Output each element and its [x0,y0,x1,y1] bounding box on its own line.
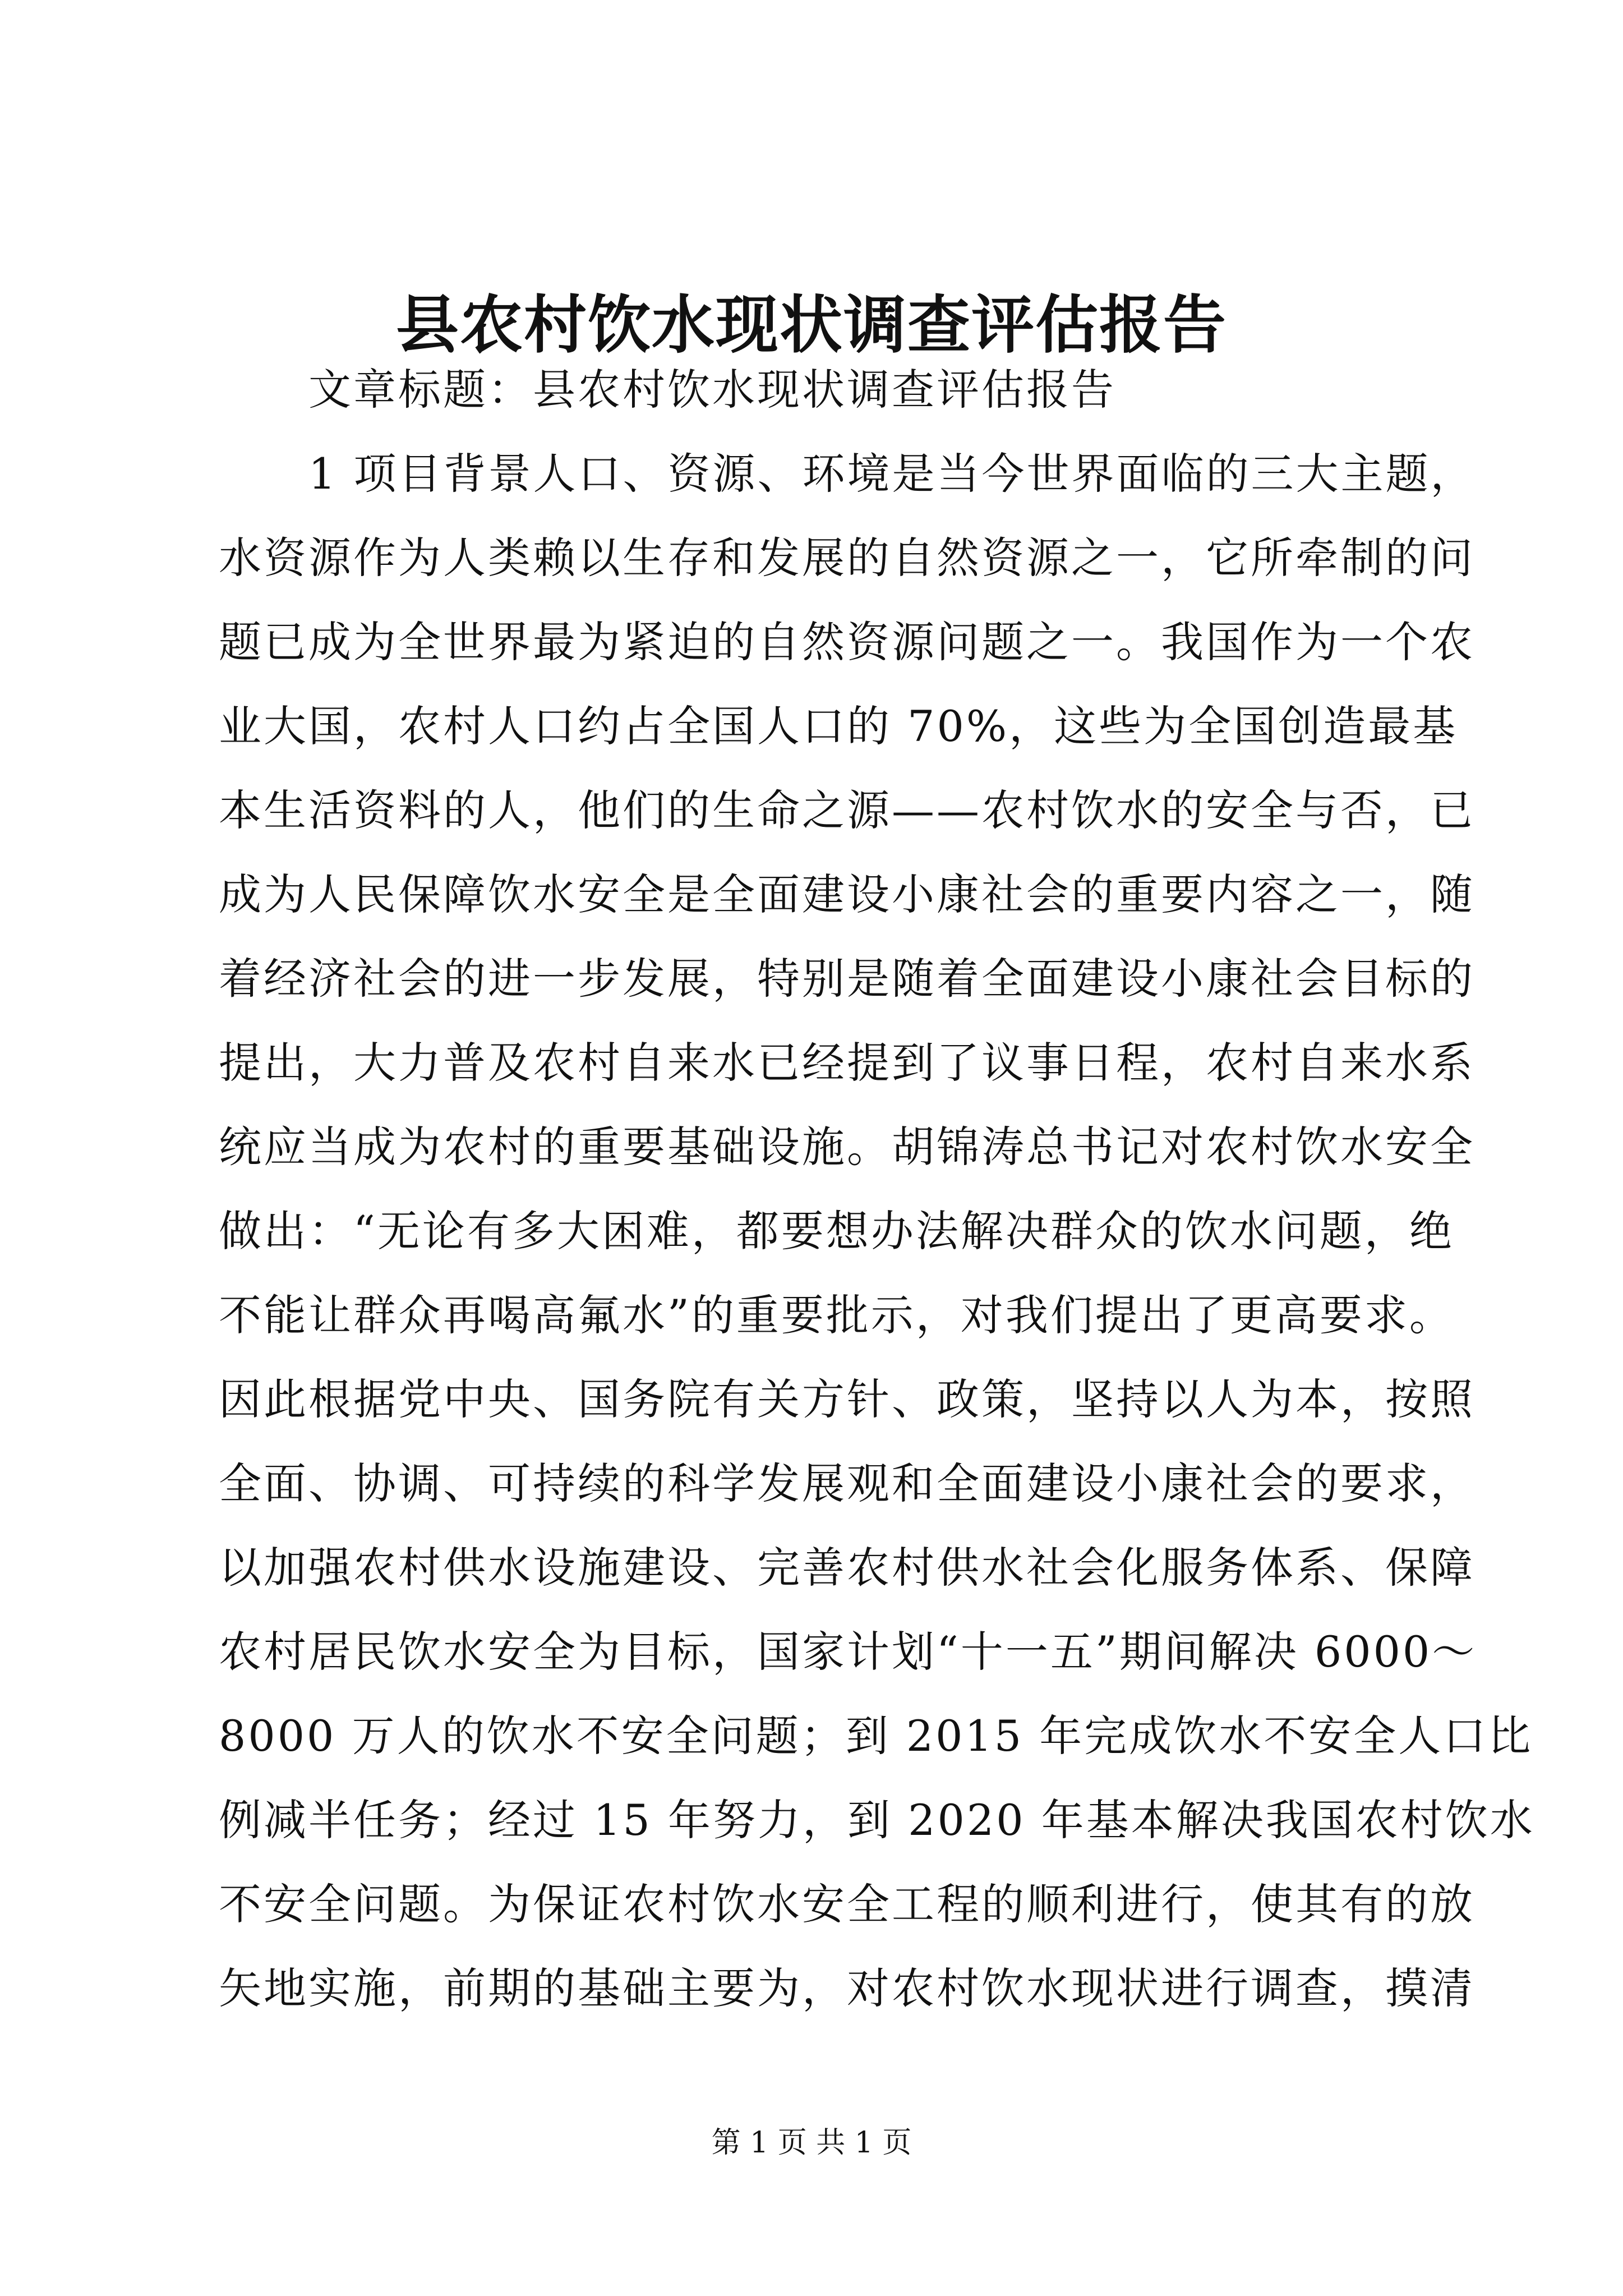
document-body [219,348,1535,2031]
body-line: 成为人民保障饮水安全是全面建设小康社会的重要内容之一，随 [219,869,1475,919]
subtitle-line: 文章标题：县农村饮水现状调查评估报告 [308,365,1116,415]
body-line: 1 项目背景人口、资源、环境是当今世界面临的三大主题， [308,449,1476,499]
body-line: 全面、协调、可持续的科学发展观和全面建设小康社会的要求， [219,1458,1475,1508]
body-line: 统应当成为农村的重要基础设施。胡锦涛总书记对农村饮水安全 [219,1122,1475,1172]
page-footer: 第 1 页 共 1 页 [711,2126,912,2160]
body-line: 农村居民饮水安全为目标，国家计划“十一五”期间解决 6000～ [219,1627,1477,1677]
body-line: 矢地实施，前期的基础主要为，对农村饮水现状进行调查，摸清 [219,1963,1475,2013]
body-line: 不安全问题。为保证农村饮水安全工程的顺利进行，使其有的放 [219,1879,1475,1929]
body-line: 因此根据党中央、国务院有关方针、政策，坚持以人为本，按照 [219,1374,1475,1424]
body-line: 业大国，农村人口约占全国人口的 70%，这些为全国创造最基 [219,701,1458,751]
document-title: 县农村饮水现状调查评估报告 [396,288,1227,362]
body-line: 例减半任务；经过 15 年努力，到 2020 年基本解决我国农村饮水 [219,1795,1535,1845]
body-line: 本生活资料的人，他们的生命之源——农村饮水的安全与否，已 [219,785,1475,835]
body-line: 着经济社会的进一步发展，特别是随着全面建设小康社会目标的 [219,954,1475,1004]
body-line: 8000 万人的饮水不安全问题；到 2015 年完成饮水不安全人口比 [219,1711,1533,1761]
body-line: 题已成为全世界最为紧迫的自然资源问题之一。我国作为一个农 [219,617,1475,667]
body-line: 不能让群众再喝高氟水”的重要批示，对我们提出了更高要求。 [219,1290,1454,1340]
body-line: 以加强农村供水设施建设、完善农村供水社会化服务体系、保障 [219,1543,1475,1593]
body-line: 提出，大力普及农村自来水已经提到了议事日程，农村自来水系 [219,1038,1475,1088]
body-line: 做出：“无论有多大困难，都要想办法解决群众的饮水问题，绝 [219,1206,1454,1256]
body-line: 水资源作为人类赖以生存和发展的自然资源之一，它所牵制的问 [219,533,1475,583]
